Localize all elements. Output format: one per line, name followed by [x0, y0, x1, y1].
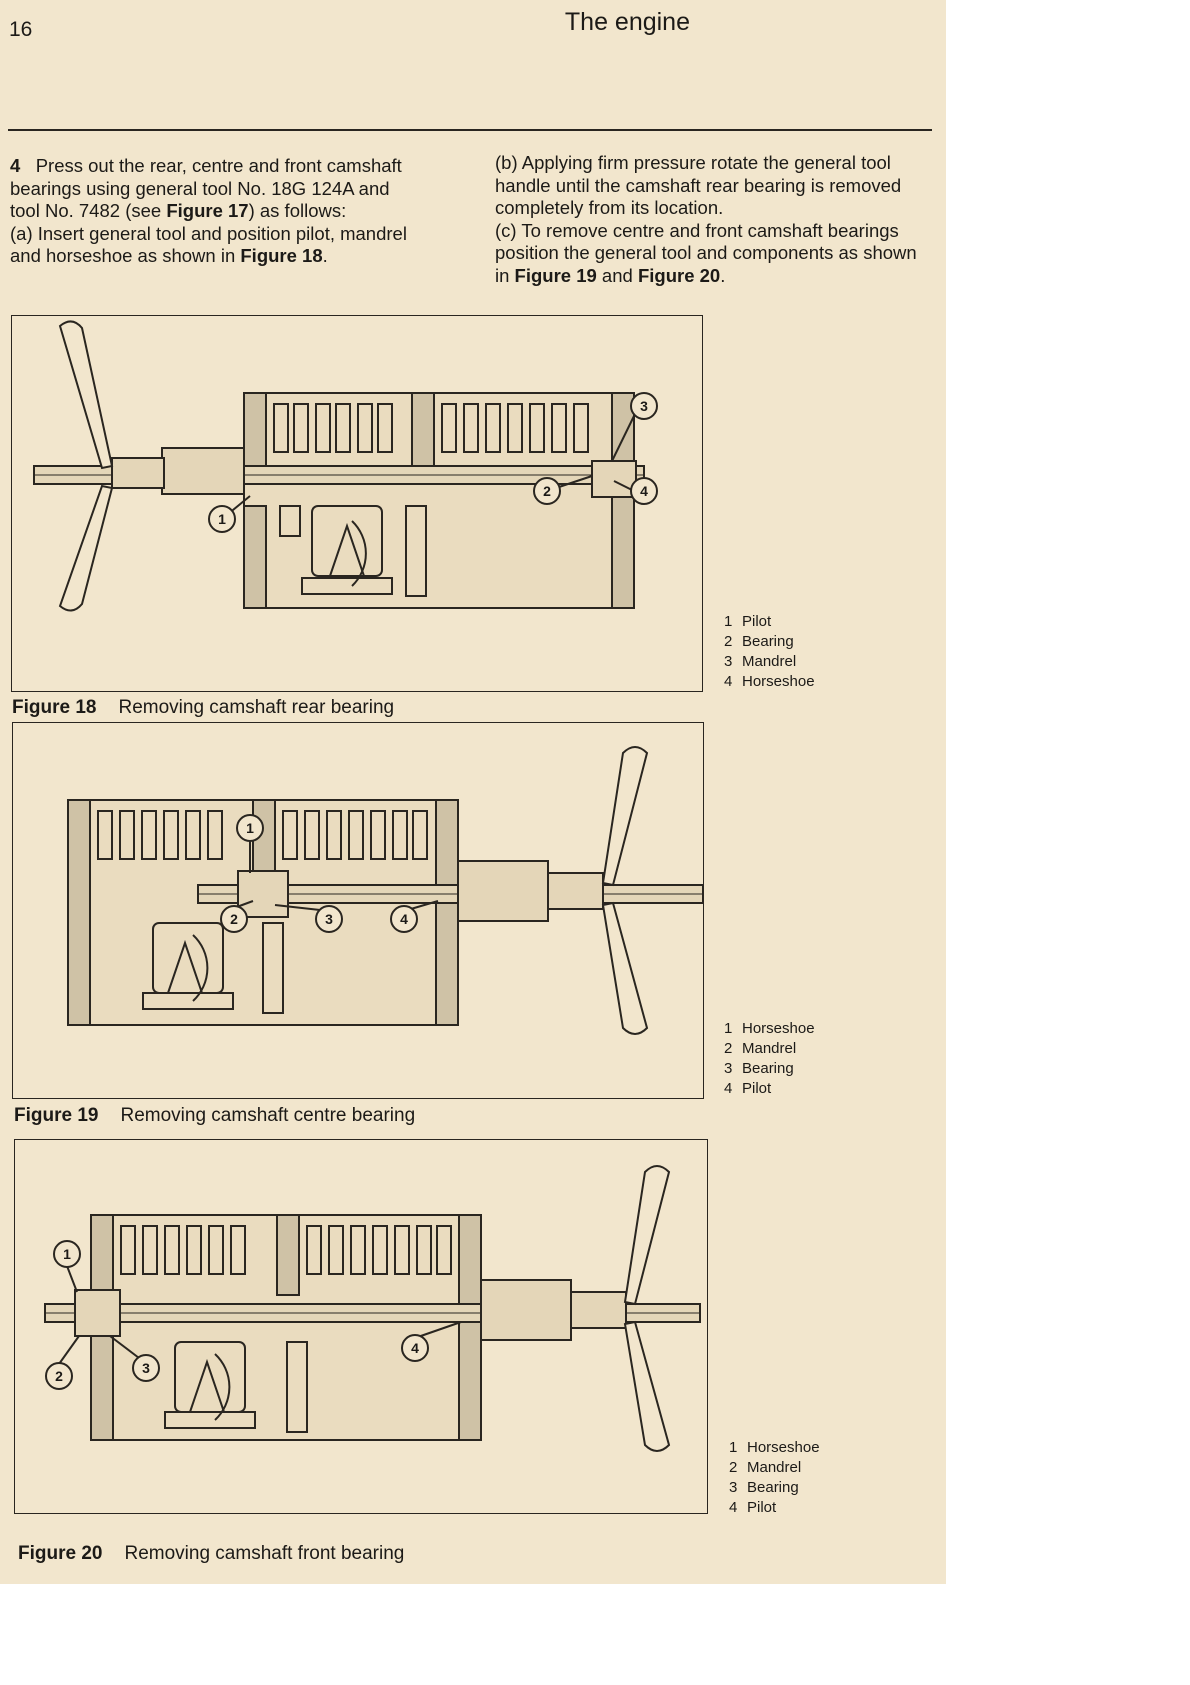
figure-19-number: Figure 19 [14, 1105, 99, 1126]
legend-item: 4 Pilot [724, 1080, 772, 1097]
step-4a-paragraph [10, 223, 422, 268]
figure-19-callout-1: 1 [246, 820, 254, 836]
step-4-text-tail: ) as follows: [248, 200, 347, 221]
step-4-paragraph [10, 155, 422, 223]
figure-18-reference: Figure 18 [240, 245, 323, 266]
figure-20-callout-3: 3 [142, 1360, 150, 1376]
header-rule [8, 129, 932, 131]
figure-20-callout-2: 2 [55, 1368, 63, 1384]
step-number: 4 [10, 155, 21, 176]
step-4c-paragraph [495, 220, 925, 288]
figure-18-caption-text: Removing camshaft rear bearing [118, 697, 395, 718]
step-4a-text: (a) Insert general tool and position pilot, mandrel and horseshoe as shown in [10, 222, 407, 266]
figure-18-callout-3: 3 [640, 398, 648, 414]
legend-item: 3 Bearing [729, 1479, 799, 1496]
legend-item: 2 Mandrel [724, 1040, 797, 1057]
legend-item: 1 Horseshoe [729, 1439, 820, 1456]
figure-20-callout-1: 1 [63, 1246, 71, 1262]
step-4c-tail: . [720, 264, 726, 286]
figure-18-caption [12, 697, 394, 719]
figure-19-reference: Figure 19 [514, 264, 597, 286]
figure-19-drawing [12, 722, 704, 1099]
legend-item: 2 Mandrel [729, 1459, 802, 1476]
right-text-column [495, 152, 925, 287]
page-number: 16 [9, 18, 33, 41]
figure-20-drawing [14, 1139, 708, 1514]
left-text-column [10, 155, 422, 268]
legend-item: 1 Pilot [724, 613, 772, 630]
legend-item: 1 Horseshoe [724, 1020, 815, 1037]
step-4c-text: (c) To remove centre and front camshaft bearings position the general tool and components as shown in [495, 219, 917, 286]
figure-20-caption-text: Removing camshaft front bearing [124, 1543, 405, 1564]
figure-19-callout-4: 4 [400, 911, 408, 927]
figure-20-legend [729, 1438, 820, 1518]
figure-19-illustration [13, 723, 705, 1100]
figure-18-legend [724, 612, 815, 692]
figure-19-legend [724, 1019, 815, 1099]
step-4-text: Press out the rear, centre and front camshaft bearings using general tool No. 18G 124A and tool No. 7482 (see [10, 155, 402, 221]
legend-item: 4 Pilot [729, 1499, 777, 1516]
figure-19-caption [14, 1105, 415, 1127]
figure-18-drawing [11, 315, 703, 692]
step-4b-paragraph: (b) Applying firm pressure rotate the general tool handle until the camshaft rear bearing is removed completely from its location. [495, 152, 902, 218]
figure-18-callout-4: 4 [640, 483, 648, 499]
figure-18-illustration [12, 316, 704, 693]
figure-18-callout-1: 1 [218, 511, 226, 527]
figure-19-callout-2: 2 [230, 911, 238, 927]
figure-20-reference: Figure 20 [637, 264, 721, 286]
figure-20-caption [18, 1543, 404, 1565]
figure-20-callout-4: 4 [411, 1340, 419, 1356]
step-4c-and: and [596, 264, 638, 286]
figure-20-number: Figure 20 [18, 1543, 103, 1564]
legend-item: 2 Bearing [724, 633, 794, 650]
legend-item: 4 Horseshoe [724, 673, 815, 690]
figure-18-number: Figure 18 [12, 697, 97, 718]
legend-item: 3 Mandrel [724, 653, 797, 670]
legend-item: 3 Bearing [724, 1060, 794, 1077]
step-4a-tail: . [322, 245, 328, 266]
figure-19-callout-3: 3 [325, 911, 333, 927]
figure-20-illustration [15, 1140, 709, 1515]
figure-18-callout-2: 2 [543, 483, 551, 499]
figure-17-reference: Figure 17 [166, 200, 249, 221]
figure-19-caption-text: Removing camshaft centre bearing [120, 1105, 416, 1126]
chapter-title: The engine [564, 8, 690, 36]
